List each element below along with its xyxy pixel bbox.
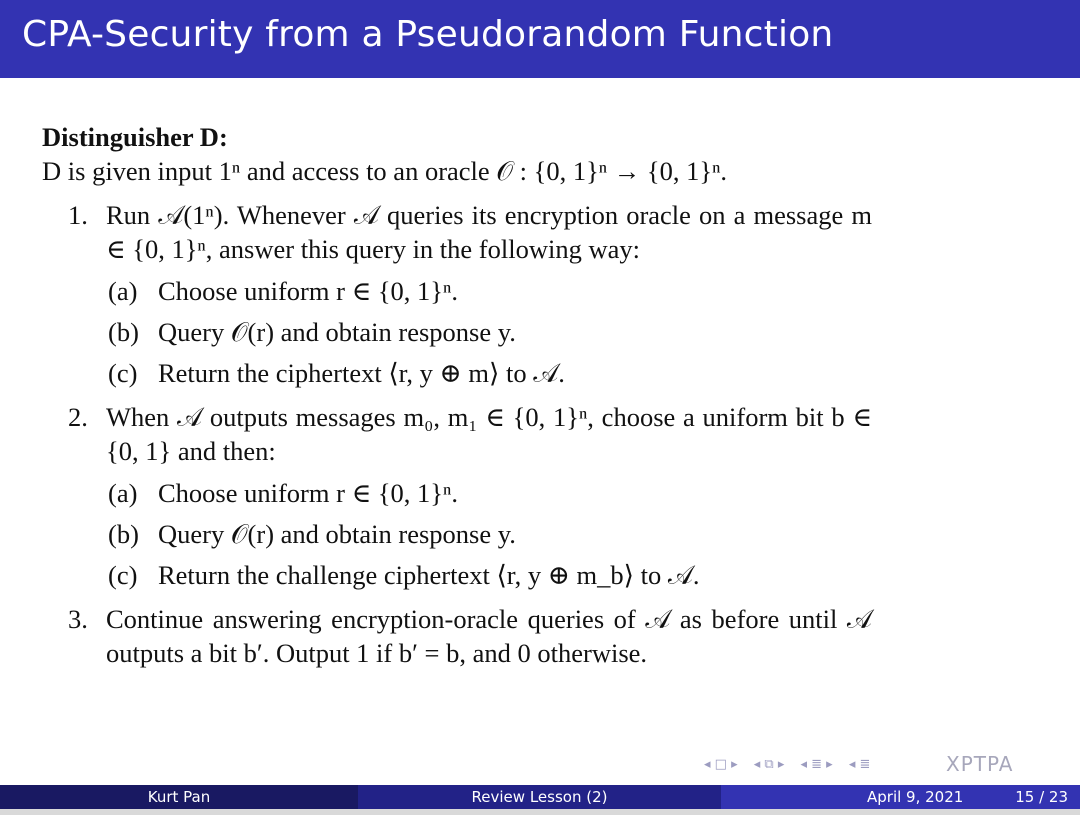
step-text: Run 𝒜(1ⁿ). Whenever 𝒜 queries its encryption oracle on a message m ∈ {0, 1}ⁿ, answer this query in the following way: bbox=[106, 200, 872, 264]
list-item bbox=[106, 356, 872, 390]
substep-text: Choose uniform r ∈ {0, 1}ⁿ. bbox=[158, 276, 458, 306]
step-number: 1. bbox=[68, 200, 88, 230]
substeps-list bbox=[106, 476, 872, 592]
beamer-navigation bbox=[704, 757, 882, 772]
bottom-strip bbox=[0, 809, 1080, 815]
step-text: Continue answering encryption-oracle queries of 𝒜 as before until 𝒜 outputs a bit b′. Output 1 if b′ = b, and 0 otherwise. bbox=[106, 604, 872, 668]
list-item bbox=[42, 400, 872, 592]
footer-date-page bbox=[721, 785, 1080, 809]
substep-label: (a) bbox=[108, 276, 138, 306]
nav-section-icon[interactable]: ◂ ≣ ▸ bbox=[800, 757, 833, 772]
step-number: 2. bbox=[68, 402, 88, 432]
steps-list bbox=[42, 198, 872, 670]
distinguisher-intro: D is given input 1ⁿ and access to an oracle 𝒪 : {0, 1}ⁿ → {0, 1}ⁿ. bbox=[42, 156, 728, 186]
substep-label: (b) bbox=[108, 317, 139, 347]
substep-text: Return the challenge ciphertext ⟨r, y ⊕ m_b⟩ to 𝒜. bbox=[158, 560, 700, 590]
list-item bbox=[106, 274, 872, 308]
nav-document-icon[interactable]: ◂ ≣ bbox=[848, 757, 871, 772]
footer-page-number: 15 / 23 bbox=[1015, 788, 1068, 806]
slide-content bbox=[42, 120, 872, 670]
nav-subsection-icon[interactable]: ◂ ⧉ ▸ bbox=[753, 757, 785, 772]
substep-text: Query 𝒪(r) and obtain response y. bbox=[158, 519, 516, 549]
list-item bbox=[42, 198, 872, 390]
watermark-logo-icon: XPTPA bbox=[946, 752, 1014, 776]
slide-title: CPA-Security from a Pseudorandom Function bbox=[22, 14, 834, 55]
substep-text: Choose uniform r ∈ {0, 1}ⁿ. bbox=[158, 478, 458, 508]
footer-author: Kurt Pan bbox=[0, 785, 358, 809]
step-text: When 𝒜 outputs messages m₀, m₁ ∈ {0, 1}ⁿ, choose a uniform bit b ∈ {0, 1} and then: bbox=[106, 402, 872, 466]
footer-bar bbox=[0, 785, 1080, 809]
substep-label: (b) bbox=[108, 519, 139, 549]
nav-frame-icon[interactable]: ◂ □ ▸ bbox=[704, 757, 738, 772]
substep-label: (c) bbox=[108, 358, 138, 388]
footer-date: April 9, 2021 bbox=[867, 788, 964, 806]
title-bar bbox=[0, 0, 1080, 78]
substep-text: Query 𝒪(r) and obtain response y. bbox=[158, 317, 516, 347]
step-number: 3. bbox=[68, 604, 88, 634]
list-item bbox=[106, 517, 872, 551]
list-item bbox=[106, 558, 872, 592]
substep-label: (a) bbox=[108, 478, 138, 508]
substep-text: Return the ciphertext ⟨r, y ⊕ m⟩ to 𝒜. bbox=[158, 358, 565, 388]
list-item bbox=[106, 476, 872, 510]
footer-lesson-title: Review Lesson (2) bbox=[358, 785, 721, 809]
substeps-list bbox=[106, 274, 872, 390]
list-item bbox=[42, 602, 872, 670]
substep-label: (c) bbox=[108, 560, 138, 590]
distinguisher-heading: Distinguisher D: bbox=[42, 122, 228, 152]
list-item bbox=[106, 315, 872, 349]
